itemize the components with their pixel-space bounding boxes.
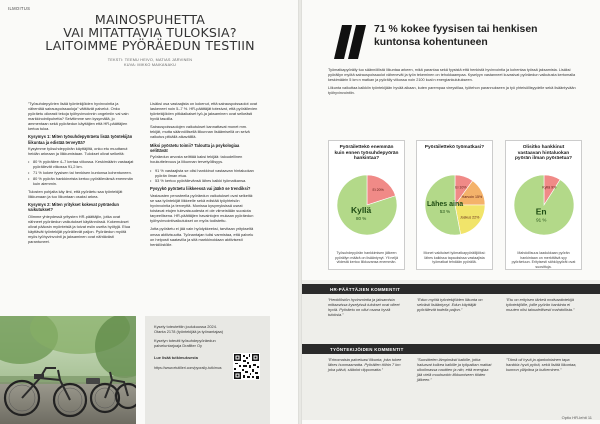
quote-text: ”Etu on erityisen tärkeä motivaatiotekijä työntekijöille, joille pyörän hankinta ei muuten olisi taloudellisesti mahdollista.” xyxy=(506,297,575,312)
info-line: Kyselyn toteutti työsuhdepyöräedun palveluntarjoaja Drafilter Oy xyxy=(154,338,216,348)
hr-quote xyxy=(417,298,493,313)
paragraph: Lisäksi osa vastaajista on kokenut, että sairauspoissaolot ovat laskeneet noin 5–7 %. HR-päättäjät totesivat, että pyöräilevien työntekijöiden pitkäaikaiset työ-ja jaksaminen ovat selkeästi hyviä tasoilla. xyxy=(150,101,258,122)
bullet-item: • 80 % pyöräilee 4–7 kertaa viikossa. Keskimäärin vastaajat pyöräilevät viikossa 91,2 km. xyxy=(28,159,135,169)
pie-slice-label: Harvoin 15% xyxy=(461,194,483,199)
qr-code-icon[interactable] xyxy=(233,353,260,380)
headline-line: LAITOIMME PYÖRÄEDUN TESTIIN xyxy=(45,37,255,53)
intro-paragraph: ”Työsuhdepyörien lisää työntekijöiden hyvinvointia ja vähentää sairauspoissaoloja” väittävät palvelut. Onko pyöräetu oikeasti tekoja työhyvinvoinnin ongelmiin vai vain markkinointipuhetta? Selvitimme sen kysymällä, jo ammentaan sekä pyöräedun käyttäjien että HR-päättäjien kertoa tuloa. xyxy=(28,101,129,132)
chart-card xyxy=(416,140,493,270)
paragraph: Liikunta vaikuttaa kaikkiin työntekijään hyvää aikaan, kuten parempaa vireystilaa, työtehon parannukseen ja työ yhteisöllisyydelle sekä lisääntyvään työhyvinvointiin. xyxy=(328,86,576,95)
pie-center-label: Lähes aina xyxy=(426,200,464,208)
pie-slice-en xyxy=(514,175,574,235)
survey-charts xyxy=(328,140,582,270)
pie-chart xyxy=(421,171,489,239)
quote-text: ”Erinomaista palveluasi liikunta, joka tukee lähes huomaamatta. Pyöräilen töihin 7 km joka päivä, sääolot riippumatta.” xyxy=(328,357,402,372)
employee-quote xyxy=(506,358,582,373)
bullet-item: • 71 % kokee fyysisen tai henkisen kuntonsa kohentuneen. xyxy=(28,170,135,175)
read-more-label: Lue lisää tutkimuksesta xyxy=(154,355,198,360)
chart-description: Mahdollisuus laadukkaan pyörän hankintaan on merkittävä syy pyöräetuun. Erityisesti sähköpyörät ovat suosittuja. xyxy=(511,251,576,269)
photo-credit: KUVA: MIKKO MAIKANAKU xyxy=(123,63,177,67)
paragraph: Pyöräedun arvosta selittää kaksi tekijää: taloudellinen houkuttelevuus ja liikunnan tervetyöllisyys. xyxy=(150,154,243,165)
quote-text: ”Henkilöstön hyvinvointia ja jaksamista mittaavissa kyselyissä tulokset ovat olleet hyviä. Pyöräetu on ollut osana hyviä tuloksia.” xyxy=(328,297,400,317)
survey-info-box xyxy=(145,316,270,424)
section-heading: Kysymys 2: Miten yritykset kokevat pyöräedun vaikutukset? xyxy=(28,202,120,213)
pie-slice-label: Ei 10% xyxy=(455,185,467,190)
chart-card xyxy=(505,140,582,270)
results-headline: 71 % kokee fyysisen tai henkisen kuntonsa kohentuneen xyxy=(374,24,538,48)
pie-center-label: Kyllä xyxy=(350,205,372,216)
chart-description: Työsuhdepyörän hankkimisen jälkeen pyöräilyn määrä on lisääntynyt. Yli neljä viidestä kertoo liikkuvansa enemmän. xyxy=(334,251,399,264)
quote-text: ”Edun myötä työntekijöiden liikunta on selvästi lisääntynyt. Edun käyttäjät pyöräilevät todella paljon.” xyxy=(417,297,483,312)
info-line: Kysely toteutettiin joulukuussa 2024. xyxy=(154,324,217,329)
headline-line: VAI MITATTAVIA TULOKSIA? xyxy=(63,24,237,40)
pie-slice-label: Joskus 22% xyxy=(459,215,480,220)
quote-text: ”Tämä oli hyvä ja ajankohtainen tapa hankkia hyvä pyörä, sekä lisätä liikuntaa, kunnon ylläpitoa ja kulkeminen.” xyxy=(506,357,577,372)
byline-text: TEKSTI: TEEMU HEIVO, MATIAS JÄRVINEN xyxy=(107,58,193,62)
employee-comments-heading: TYÖNTEKIJÖIDEN KOMMENTIT xyxy=(302,344,600,354)
kicker: ILMOITUS xyxy=(8,6,31,11)
hr-quote xyxy=(506,298,582,313)
hr-quote xyxy=(328,298,404,318)
employee-quote xyxy=(328,358,404,373)
chart-title: Pyöräilettekö enemmän kuin ennen työsuhdepyörän hankintaa? xyxy=(334,145,399,162)
bullet-item: • 91 % vastaajista se olisi hankkinut vastaavan hintaluokan pyörän ilman etua. xyxy=(150,168,258,178)
pie-center-value: 91 % xyxy=(536,217,547,223)
article-column-1 xyxy=(28,101,135,247)
bullet-list xyxy=(150,168,258,184)
info-line: Otanta 2178 (työntekijää ja työnantajaa) xyxy=(154,329,223,334)
quote-text: ”Suosittelen lämpimästi kaikille, jotka haluavat kulkea kaikille ja työpaikan matkat ulkoilmassa nauttien ja niin, että energiaa jää vielä muuhunkin liikkumiseen töiden jälkeen.” xyxy=(417,357,492,382)
bullet-item: • 80 % pyörän hankkineista kertoo pyöräilevänsä enemmän kuin aiemmin. xyxy=(28,176,135,186)
qr-code-graphic xyxy=(233,353,260,380)
pie-slice-label: Kyllä 9% xyxy=(542,185,557,190)
chart-description: Monet vakituiset työmatkapyöräilijöiksi: lähes kaikissa tapauksissa vastaajista työmatkat tehdään pyörällä. xyxy=(423,251,486,264)
paragraph: Vastausten perusteella pyöräedun vaikutukset ovat selkeitä: se saa työntekijät liikkeelle sekä edistää työyhteisön hyvinvointia ja terveyttä. Monissa kysymyksissä useat toistavat etujen tulevaisuudesta ei ole viimeistään suosiota tarpeellisena. HR-päättäjien havaintojen mukaan pyöräedun työhyvinvointivaikutukset on myös todistettu. xyxy=(150,193,254,224)
employee-quote xyxy=(417,358,493,383)
bicycles-illustration xyxy=(0,316,136,424)
chart-card xyxy=(328,140,405,270)
right-page xyxy=(302,0,600,424)
section-heading: Miksi pyöräetu toimii? Taloutta ja psykologiaa selittävät xyxy=(150,142,240,153)
article-headline xyxy=(30,14,270,52)
page-footer: Optio HR-lehti 11 xyxy=(561,415,592,420)
left-page xyxy=(0,0,298,424)
paragraph: Työmatkapyöräily tuo säännöllistä liikuntaa arkeen, mikä parantaa sekä fyysistä että henkistä hyvinvointia ja kohentaa työssä jaksamista. Lisäksi pyöräilyn myötä sairauspoissaolot vähenevät ja työn tekeminen on tehokkaampaa. Kyselyyn vastanneet kuvasivat pyöräedun vaikutusta kertomalla keskimäärin 5 km:n matkan ja pyöräily viikossa noin 2100 kcal:n energiankulutukseen. xyxy=(328,68,576,82)
research-link[interactable]: https://www.etutilleri.com/pyoraily-tutkimus xyxy=(154,366,222,370)
chart-title: Olisitko hankkinut vastaavan hintaluokan pyörän ilman pyöräetua? xyxy=(514,145,573,162)
bullet-list xyxy=(28,159,135,185)
byline xyxy=(30,58,270,68)
paragraph: Sairauspoissaolojen vaikutukset kannattavat monet mm. tekijät, mutta säännöllisellä liikunnan lisäämisellä on selvä vaikutus pitkällä aikavälillä. xyxy=(150,124,250,140)
pie-chart xyxy=(510,171,578,239)
paragraph: Tulosten pohjalta käy ilmi, että pyöräetu saa työntekijät liikkumaan ja tuo liikuntaan osaksi arkea. xyxy=(28,188,123,199)
article-column-2 xyxy=(150,101,258,250)
pie-slice-label: Ei 20% xyxy=(372,188,384,193)
bullet-item: • 53 % kertoo pyöräilevänsä lähes kaikki työmatkansa. xyxy=(150,178,258,183)
section-heading: Pysyykö pyöräetu liikkeessä vai jääkö se trendiksi? xyxy=(150,186,251,192)
pie-center-label: En xyxy=(535,206,547,217)
paragraph: Jotta pyöräetu ei jää vain hyödykkeeksi, tarvitaan yritykseltä omaa aktiivisuutta. Työnantajan tulisi varmistaa, että palvelu on helposti saatavilla ja sitä markkinoidaan aktiivisesti henkilöstölle. xyxy=(150,226,254,247)
pie-center-value: 80 % xyxy=(355,216,367,222)
pie-center-value: 53 % xyxy=(439,208,451,214)
headline-line: MAINOSPUHETTA xyxy=(94,12,206,27)
paragraph: Kysyimme työsuhdepyörän käyttäjiltä, onko etu muuttanut heidän arkeaan ja liikkumistaan. Tulokset olivat selkeitä: xyxy=(28,146,128,157)
bicycles-photo xyxy=(0,316,136,424)
paragraph: Olimme yhteydessä yritysten HR-päättäjiin, jotka ovat nähneet pyöräedun vaikutukset käytännössä. Kokemukset olivat pääosin myönteisiä ja toivat esiin useita hyötyjä. Etua käyttävät työntekijät pyöräilevät paljon. Pyöräedun myötä myös työhyvinvointi ja jaksaminen ovat nähtävästi parantuneet. xyxy=(28,213,131,245)
pie-chart xyxy=(333,171,401,239)
double-slash-icon xyxy=(332,23,370,61)
section-heading: Kysymys 1: Miten työsuhdepyöräetu lisää työntekijän liikuntaa ja edistää terveyttä? xyxy=(28,134,133,145)
results-intro xyxy=(328,68,582,99)
hr-comments-heading: HR-PÄÄTTÄJIEN KOMMENTIT xyxy=(302,284,600,294)
chart-title: Pyöräilettekö työmatkasi? xyxy=(424,145,485,150)
